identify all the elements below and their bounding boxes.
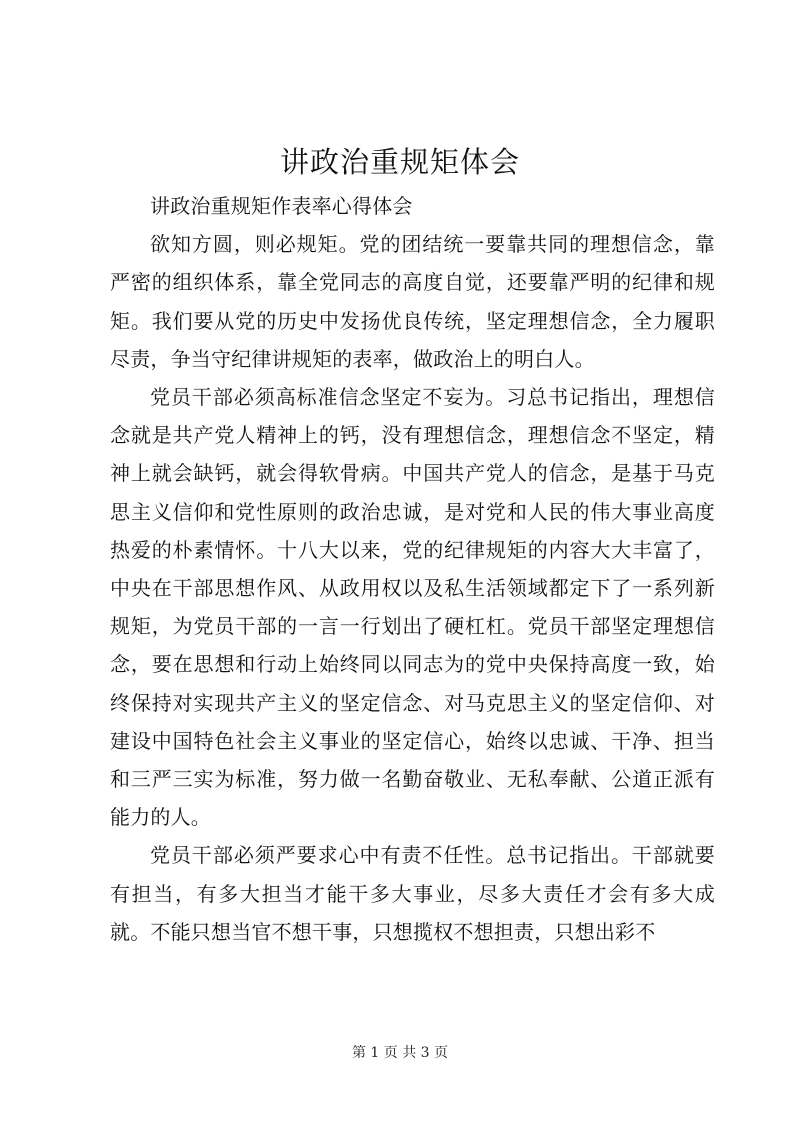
page-number-footer: 第 1 页 共 3 页 bbox=[351, 1045, 449, 1061]
body-paragraph: 欲知方圆，则必规矩。党的团结统一要靠共同的理想信念，靠严密的组织体系，靠全党同志的高度自觉，还要靠严明的纪律和规矩。我们要从党的历史中发扬优良传统，坚定理想信念，全力履职尽责，争当守纪律讲规矩的表率，做政治上的明白人。 bbox=[110, 232, 715, 371]
document-title: 讲政治重规矩体会 bbox=[279, 145, 520, 179]
document-body bbox=[110, 187, 715, 951]
body-paragraph: 党员干部必须严要求心中有责不任性。总书记指出。干部就要有担当，有多大担当才能干多大事业，尽多大责任才会有多大成就。不能只想当官不想干事，只想揽权不想担责，只想出彩不 bbox=[110, 843, 715, 944]
body-paragraph: 党员干部必须高标准信念坚定不妄为。习总书记指出，理想信念就是共产党人精神上的钙，没有理想信念，理想信念不坚定，精神上就会缺钙，就会得软骨病。中国共产党人的信念，是基于马克思主义信仰和党性原则的政治忠诚，是对党和人民的伟大事业高度热爱的朴素情怀。十八大以来，党的纪律规矩的内容大大丰富了，中央在干部思想作风、从政用权以及私生活领域都定下了一系列新规矩，为党员干部的一言一行划出了硬杠杠。党员干部坚定理想信念，要在思想和行动上始终同以同志为的党中央保持高度一致，始终保持对实现共产主义的坚定信念、对马克思主义的坚定信仰、对建设中国特色社会主义事业的坚定信心，始终以忠诚、干净、担当和三严三实为标准，努力做一名勤奋敬业、无私奉献、公道正派有能力的人。 bbox=[110, 385, 715, 830]
subtitle-paragraph: 讲政治重规矩作表率心得体会 bbox=[150, 194, 413, 218]
